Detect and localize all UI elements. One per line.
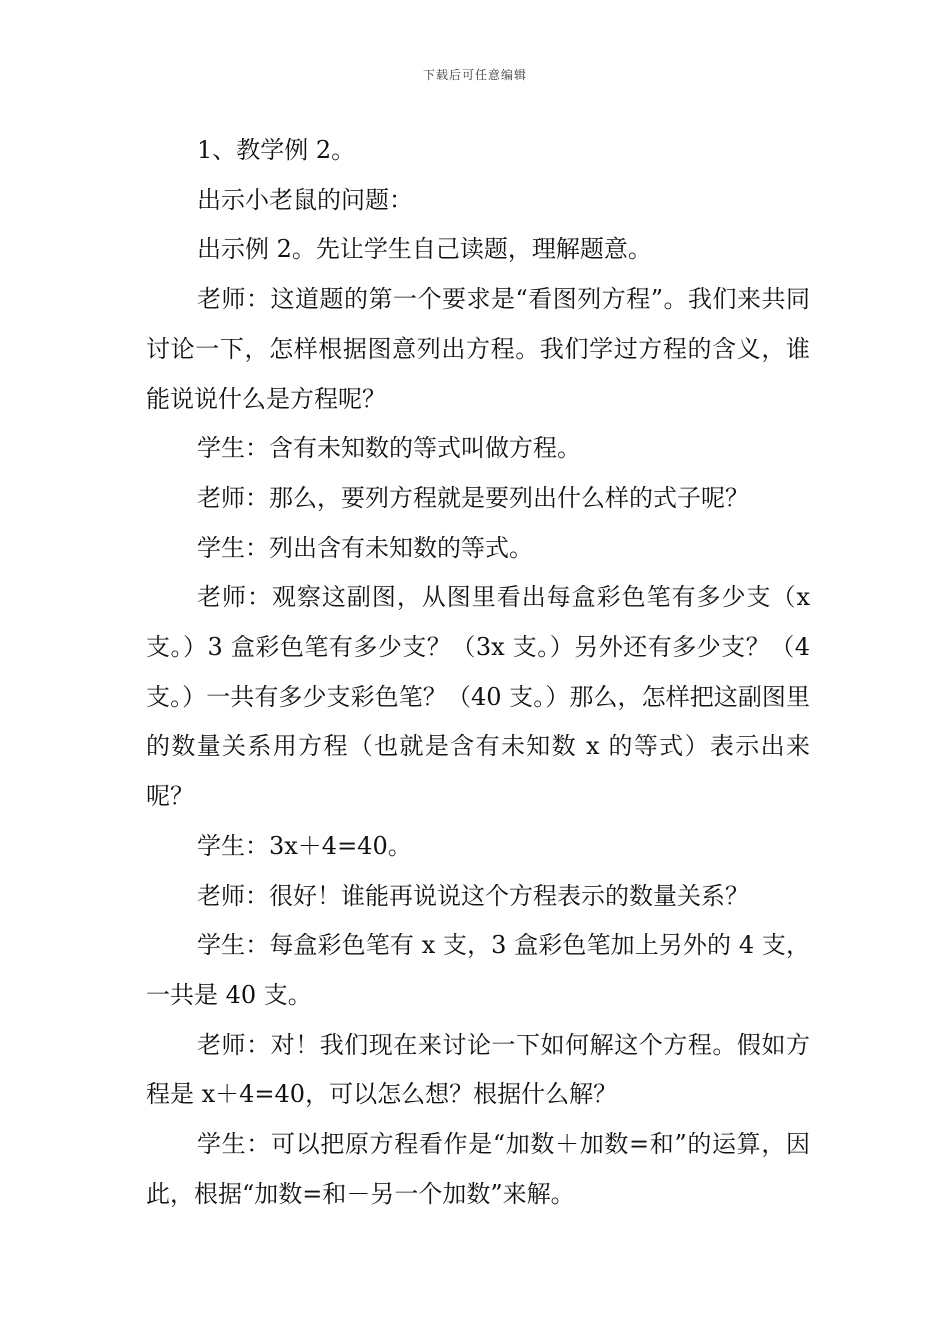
paragraph-1: 1、教学例 2。 xyxy=(197,136,356,164)
paragraph-13: 学生：可以把原方程看作是“加数＋加数=和”的运算，因此，根据“加数=和－另一个加数”来解。 xyxy=(146,1130,810,1208)
paragraph-4: 老师：这道题的第一个要求是“看图列方程”。我们来共同讨论一下，怎样根据图意列出方程。我们学过方程的含义，谁能说说什么是方程呢？ xyxy=(146,285,810,413)
paragraph-10: 老师：很好！谁能再说说这个方程表示的数量关系？ xyxy=(197,881,749,910)
paragraph-2: 出示小老鼠的问题： xyxy=(197,185,413,214)
paragraph-12: 老师：对！我们现在来讨论一下如何解这个方程。假如方程是 x＋4=40，可以怎么想？根据什么解？ xyxy=(146,1030,810,1109)
paragraph-8: 老师：观察这副图，从图里看出每盒彩色笔有多少支（x 支。）3 盒彩色笔有多少支？（3x 支。）另外还有多少支？（4 支。）一共有多少支彩色笔？（40 支。）那么，怎样把这副图里的数量关系用方程（也就是含有未知数 x 的等式）表示出来呢？ xyxy=(146,583,810,811)
paragraph-5: 学生：含有未知数的等式叫做方程。 xyxy=(197,434,581,463)
paragraph-6: 老师：那么，要列方程就是要列出什么样的式子呢？ xyxy=(197,483,749,512)
page-header: 下载后可任意编辑 xyxy=(422,68,527,82)
document-body xyxy=(146,126,810,1219)
paragraph-3: 出示例 2。先让学生自己读题，理解题意。 xyxy=(197,235,652,264)
paragraph-9: 学生：3x＋4=40。 xyxy=(197,831,412,860)
paragraph-7: 学生：列出含有未知数的等式。 xyxy=(197,533,533,562)
paragraph-11: 学生：每盒彩色笔有 x 支，3 盒彩色笔加上另外的 4 支，一共是 40 支。 xyxy=(146,931,810,1009)
